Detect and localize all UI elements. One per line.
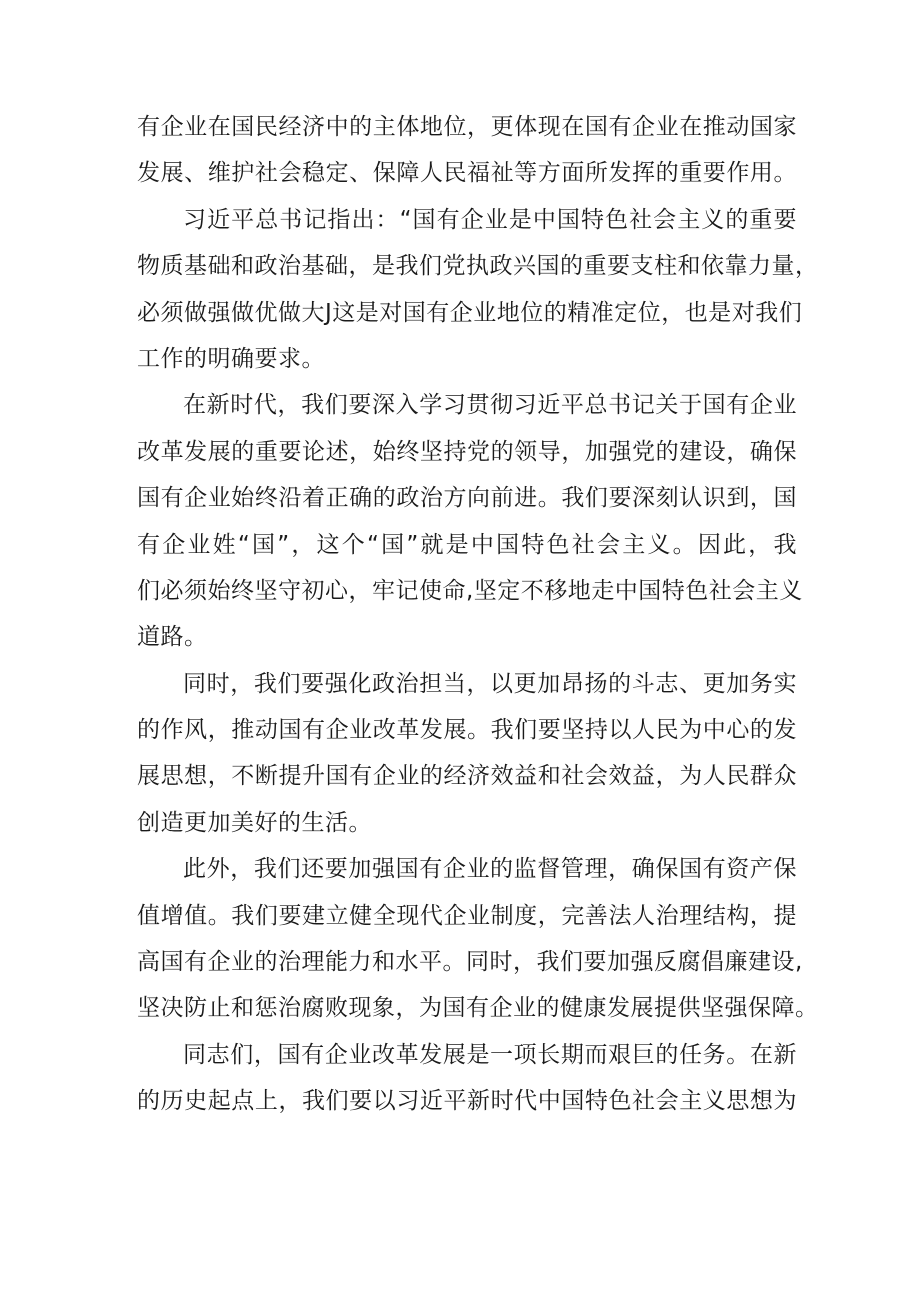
text-line: 国有企业始终沿着正确的政治方向前进。我们要深刻认识到，国 bbox=[137, 485, 797, 512]
text-line: 此外，我们还要加强国有企业的监督管理，确保国有资产保 bbox=[183, 856, 797, 883]
text-line: 必须做强做优做大J这是对国有企业地位的精准定位，也是对我们 bbox=[137, 299, 803, 326]
text-line: 创造更加美好的生活。 bbox=[137, 809, 372, 836]
text-line: 值增值。我们要建立健全现代企业制度，完善法人治理结构，提 bbox=[137, 902, 797, 929]
text-line: 同志们，国有企业改革发展是一项长期而艰巨的任务。在新 bbox=[183, 1041, 797, 1068]
text-line: 的历史起点上，我们要以习近平新时代中国特色社会主义思想为 bbox=[137, 1088, 797, 1115]
text-line: 有企业在国民经济中的主体地位，更体现在国有企业在推动国家 bbox=[137, 114, 797, 140]
text-line: 有企业姓“国”，这个“国”就是中国特色社会主义。因此，我 bbox=[137, 531, 797, 558]
text-line: 物质基础和政治基础，是我们党执政兴国的重要支柱和依靠力量， bbox=[137, 253, 819, 280]
text-line: 展思想，不断提升国有企业的经济效益和社会效益，为人民群众 bbox=[137, 763, 797, 790]
text-line: 习近平总书记指出：“国有企业是中国特色社会主义的重要 bbox=[183, 206, 797, 233]
text-line: 工作的明确要求。 bbox=[137, 345, 325, 372]
text-line: 发展、维护社会稳定、保障人民福祉等方面所发挥的重要作用。 bbox=[137, 160, 797, 187]
text-line: 坚决防止和惩治腐败现象，为国有企业的健康发展提供坚强保障。 bbox=[137, 995, 819, 1022]
text-line: 改革发展的重要论述，始终坚持党的领导，加强党的建设，确保 bbox=[137, 438, 797, 465]
text-line: 们必须始终坚守初心，牢记使命,坚定不移地走中国特色社会主义 bbox=[137, 577, 803, 604]
text-line: 的作风，推动国有企业改革发展。我们要坚持以人民为中心的发 bbox=[137, 717, 797, 744]
text-line: 同时，我们要强化政治担当，以更加昂扬的斗志、更加务实 bbox=[183, 670, 797, 697]
text-line: 道路。 bbox=[137, 624, 208, 651]
text-line: 高国有企业的治理能力和水平。同时，我们要加强反腐倡廉建设, bbox=[137, 949, 803, 976]
body-text bbox=[137, 104, 819, 1125]
text-line: 在新时代，我们要深入学习贯彻习近平总书记关于国有企业 bbox=[183, 392, 797, 419]
